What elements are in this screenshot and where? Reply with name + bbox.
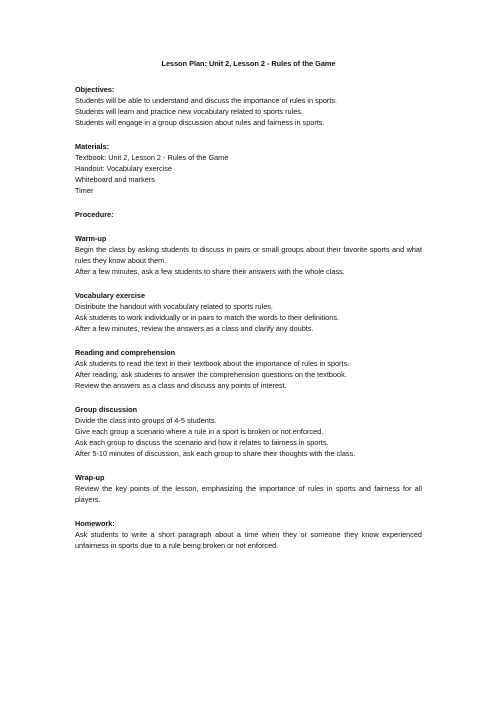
homework-paragraph: Ask students to write a short paragraph about a time when they or someone they know experienced unfairness in sports due to a rule being broken or not enforced. (75, 530, 422, 550)
warm-up-heading: Warm-up (75, 234, 107, 243)
vocabulary-line: Ask students to work individually or in pairs to match the words to their definitions. (75, 313, 340, 322)
wrap-up-heading: Wrap-up (75, 473, 105, 482)
vocabulary-line: After a few minutes, review the answers as a class and clarify any doubts. (75, 324, 314, 333)
materials-heading: Materials: (75, 142, 110, 151)
group-discussion-line: Ask each group to discuss the scenario and how it relates to fairness in sports. (75, 438, 329, 447)
page-title: Lesson Plan: Unit 2, Lesson 2 - Rules of the Game (161, 59, 336, 68)
group-discussion-line: After 5-10 minutes of discussion, ask each group to share their thoughts with the class. (75, 449, 356, 458)
document-content (75, 58, 422, 551)
homework-heading: Homework: (75, 519, 115, 528)
objective-line: Students will be able to understand and discuss the importance of rules in sports. (75, 96, 338, 105)
group-discussion-line: Divide the class into groups of 4-5 students. (75, 416, 217, 425)
vocabulary-heading: Vocabulary exercise (75, 291, 146, 300)
reading-line: Review the answers as a class and discuss any points of interest. (75, 381, 287, 390)
group-discussion-line: Give each group a scenario where a rule in a sport is broken or not enforced. (75, 427, 324, 436)
material-line: Textbook: Unit 2, Lesson 2 - Rules of the Game (75, 153, 229, 162)
reading-heading: Reading and comprehension (75, 348, 176, 357)
objectives-heading: Objectives: (75, 85, 115, 94)
procedure-heading: Procedure: (75, 210, 114, 219)
warm-up-paragraph: Begin the class by asking students to discuss in pairs or small groups about their favorite sports and what rules they know about them. (75, 245, 422, 265)
reading-line: Ask students to read the text in their textbook about the importance of rules in sports. (75, 359, 350, 368)
objective-line: Students will engage in a group discussion about rules and fairness in sports. (75, 118, 325, 127)
wrap-up-paragraph: Review the key points of the lesson, emphasizing the importance of rules in sports and fairness for all players. (75, 484, 422, 504)
material-line: Whiteboard and markers (75, 175, 155, 184)
group-discussion-heading: Group discussion (75, 405, 138, 414)
vocabulary-line: Distribute the handout with vocabulary related to sports rules. (75, 302, 273, 311)
reading-line: After reading, ask students to answer the comprehension questions on the textbook. (75, 370, 347, 379)
warm-up-line: After a few minutes, ask a few students to share their answers with the whole class. (75, 267, 345, 276)
material-line: Timer (75, 186, 94, 195)
material-line: Handout: Vocabulary exercise (75, 164, 172, 173)
objective-line: Students will learn and practice new vocabulary related to sports rules. (75, 107, 303, 116)
